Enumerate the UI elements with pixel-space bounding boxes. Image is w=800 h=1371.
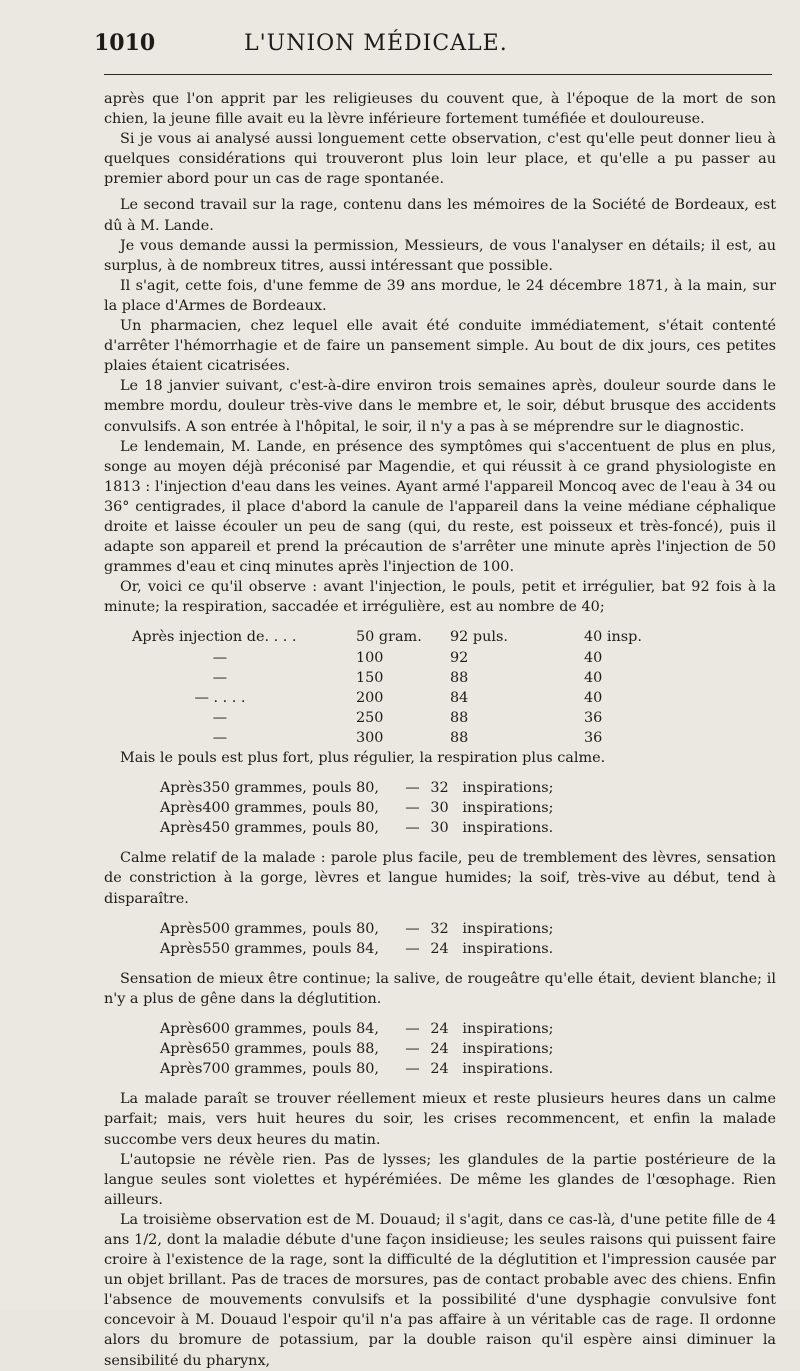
table-row xyxy=(132,668,644,688)
row-label: — xyxy=(212,729,228,746)
insp-cell: inspirations. xyxy=(462,940,554,957)
dash-cell: — xyxy=(405,920,420,937)
amount-cell: 600 grammes, xyxy=(202,1021,307,1038)
article-body xyxy=(104,89,776,1371)
paragraph: Si je vous ai analysé aussi longuement cette observation, c'est qu'elle peut donner lieu à quelques considérations qui trouveront plus loin leur place, et qu'elle a pu passer au premier abord pour un cas de rage spontanée. xyxy=(104,131,776,188)
paragraph: Le second travail sur la rage, contenu dans les mémoires de la Société de Bordeaux, est dû à M. Lande. xyxy=(104,197,776,234)
insp-cell: inspirations; xyxy=(462,780,554,797)
insp-cell: 40 xyxy=(584,649,603,666)
measurement-group-2 xyxy=(160,919,553,959)
insp-cell: inspirations; xyxy=(462,800,554,817)
pulse-cell: 88 xyxy=(450,669,469,686)
pulse-cell: pouls 80, xyxy=(312,820,379,837)
table-row xyxy=(160,1059,553,1079)
grams-cell: 300 xyxy=(356,729,384,746)
paragraph: Calme relatif de la malade : parole plus facile, peu de tremblement des lèvres, sensation de constriction à la gorge, lèvres et langue humides; la soif, très-vive au début, tend à disparaître. xyxy=(104,850,776,907)
paragraph: Or, voici ce qu'il observe : avant l'injection, le pouls, petit et irrégulier, bat 92 fois à la minute; la respiration, saccadée et irrégulière, est au nombre de 40; xyxy=(104,579,776,616)
pulse-cell: pouls 80, xyxy=(312,800,379,817)
pulse-cell: 88 xyxy=(450,729,469,746)
table-row xyxy=(132,728,644,748)
row-label: Après injection de. . . . xyxy=(132,629,297,646)
paragraph: L'autopsie ne révèle rien. Pas de lysses; les glandules de la partie postérieure de la langue seules sont violettes et hypérémiées. De même les glandes de l'œsophage. Rien ailleurs. xyxy=(104,1151,776,1208)
amount-cell: 650 grammes, xyxy=(202,1041,307,1058)
amount-cell: 500 grammes, xyxy=(202,920,307,937)
count-cell: 24 xyxy=(430,1061,449,1078)
paragraph: Il s'agit, cette fois, d'une femme de 39 ans mordue, le 24 décembre 1871, à la main, sur la place d'Armes de Bordeaux. xyxy=(104,277,776,314)
table-row xyxy=(160,798,553,818)
table-row xyxy=(132,648,644,668)
page-number: 1010 xyxy=(94,30,156,56)
dash-cell: — xyxy=(405,1061,420,1078)
dash-cell: — xyxy=(405,780,420,797)
amount-cell: 350 grammes, xyxy=(202,780,307,797)
paragraph: La troisième observation est de M. Douaud; il s'agit, dans ce cas-là, d'une petite fille de 4 ans 1/2, dont la maladie débute d'une façon insidieuse; les seules raisons qui puissent faire croire à l'existence de la rage, sont la difficulté de la déglutition et l'impression causée par un objet brillant. Pas de traces de morsures, pas de contact probable avec des chiens. Enfin l'absence de mouvements convulsifs et la possibilité d'une dysphagie convulsive font concevoir à M. Douaud l'espoir qu'il n'a pas affaire à un véritable cas de rage. Il ordonne alors du bromure de potassium, par la double raison qu'il espère ainsi diminuer la sensibilité du pharynx, xyxy=(104,1211,776,1369)
table-row xyxy=(160,1019,553,1039)
dash-cell: — xyxy=(405,820,420,837)
table-row xyxy=(160,818,553,838)
apres-cell: Après xyxy=(160,1021,203,1038)
apres-cell: Après xyxy=(160,800,203,817)
pulse-cell: pouls 84, xyxy=(312,1021,379,1038)
count-cell: 32 xyxy=(430,780,449,797)
paragraph: La malade paraît se trouver réellement mieux et reste plusieurs heures dans un calme parfait; mais, vers huit heures du soir, les crises recommencent, et enfin la malade succombe vers deux heures du matin. xyxy=(104,1091,776,1148)
table-row xyxy=(160,939,553,959)
insp-cell: inspirations. xyxy=(462,1061,554,1078)
insp-cell: inspirations; xyxy=(462,920,554,937)
apres-cell: Après xyxy=(160,1061,203,1078)
row-label: — . . . . xyxy=(194,689,246,706)
insp-cell: inspirations; xyxy=(462,1041,554,1058)
amount-cell: 550 grammes, xyxy=(202,940,307,957)
pulse-cell: 92 puls. xyxy=(450,629,508,646)
paragraph: Sensation de mieux être continue; la salive, de rougeâtre qu'elle était, devient blanche; il n'y a plus de gêne dans la déglutition. xyxy=(104,970,776,1007)
injection-table xyxy=(132,627,644,748)
pulse-cell: pouls 80, xyxy=(312,1061,379,1078)
row-label: — xyxy=(212,669,228,686)
count-cell: 24 xyxy=(430,1021,449,1038)
insp-cell: 40 insp. xyxy=(584,629,642,646)
insp-cell: inspirations; xyxy=(462,1021,554,1038)
table-row xyxy=(160,1039,553,1059)
apres-cell: Après xyxy=(160,780,203,797)
paragraph: Le 18 janvier suivant, c'est-à-dire environ trois semaines après, douleur sourde dans le membre mordu, douleur très-vive dans le membre et, le soir, début brusque des accidents convulsifs. A son entrée à l'hôpital, le soir, il n'y a pas à se méprendre sur le diagnostic. xyxy=(104,378,776,435)
running-title: L'UNION MÉDICALE. xyxy=(244,31,508,56)
page-header xyxy=(94,30,772,75)
count-cell: 24 xyxy=(430,1041,449,1058)
apres-cell: Après xyxy=(160,820,203,837)
grams-cell: 150 xyxy=(356,669,384,686)
paragraph: après que l'on apprit par les religieuses du couvent que, à l'époque de la mort de son chien, la jeune fille avait eu la lèvre inférieure fortement tuméfiée et douloureuse. xyxy=(104,91,776,128)
apres-cell: Après xyxy=(160,1041,203,1058)
count-cell: 30 xyxy=(430,820,449,837)
table-row xyxy=(160,778,553,798)
pulse-cell: pouls 88, xyxy=(312,1041,379,1058)
table-row xyxy=(132,688,644,708)
amount-cell: 400 grammes, xyxy=(202,800,307,817)
apres-cell: Après xyxy=(160,940,203,957)
table-row xyxy=(132,708,644,728)
measurement-group-3 xyxy=(160,1019,553,1079)
measurement-group-1 xyxy=(160,778,553,838)
table-row xyxy=(160,919,553,939)
pulse-cell: 88 xyxy=(450,709,469,726)
pulse-cell: 84 xyxy=(450,689,469,706)
grams-cell: 50 gram. xyxy=(356,629,422,646)
count-cell: 24 xyxy=(430,940,449,957)
grams-cell: 250 xyxy=(356,709,384,726)
row-label: — xyxy=(212,709,228,726)
count-cell: 32 xyxy=(430,920,449,937)
pulse-cell: pouls 84, xyxy=(312,940,379,957)
insp-cell: inspirations. xyxy=(462,820,554,837)
count-cell: 30 xyxy=(430,800,449,817)
dash-cell: — xyxy=(405,1041,420,1058)
grams-cell: 100 xyxy=(356,649,384,666)
amount-cell: 700 grammes, xyxy=(202,1061,307,1078)
paragraph: Un pharmacien, chez lequel elle avait été conduite immédiatement, s'était contenté d'arrêter l'hémorrhagie et de faire un pansement simple. Au bout de dix jours, ces petites plaies étaient cicatrisées. xyxy=(104,318,776,375)
table-row xyxy=(132,627,644,647)
pulse-cell: pouls 80, xyxy=(312,780,379,797)
insp-cell: 36 xyxy=(584,709,603,726)
pulse-cell: pouls 80, xyxy=(312,920,379,937)
insp-cell: 40 xyxy=(584,669,603,686)
paragraph: Le lendemain, M. Lande, en présence des symptômes qui s'accentuent de plus en plus, songe au moyen déjà préconisé par Magendie, et qui réussit à ce grand physiologiste en 1813 : l'injection d'eau dans les veines. Ayant armé l'appareil Moncoq avec de l'eau à 34 ou 36° centigrades, il place d'abord la canule de l'appareil dans la veine médiane céphalique droite et laisse écouler un peu de sang (qui, du reste, est poisseux et très-foncé), puis il adapte son appareil et prend la précaution de s'arrêter une minute après l'injection de 50 grammes d'eau et cinq minutes après l'injection de 100. xyxy=(104,438,776,576)
insp-cell: 40 xyxy=(584,689,603,706)
dash-cell: — xyxy=(405,800,420,817)
amount-cell: 450 grammes, xyxy=(202,820,307,837)
grams-cell: 200 xyxy=(356,689,384,706)
dash-cell: — xyxy=(405,1021,420,1038)
dash-cell: — xyxy=(405,940,420,957)
pulse-cell: 92 xyxy=(450,649,469,666)
paragraph: Mais le pouls est plus fort, plus régulier, la respiration plus calme. xyxy=(120,750,606,766)
row-label: — xyxy=(212,649,228,666)
paragraph: Je vous demande aussi la permission, Messieurs, de vous l'analyser en détails; il est, au surplus, à de nombreux titres, aussi intéressant que possible. xyxy=(104,237,776,274)
apres-cell: Après xyxy=(160,920,203,937)
insp-cell: 36 xyxy=(584,729,603,746)
